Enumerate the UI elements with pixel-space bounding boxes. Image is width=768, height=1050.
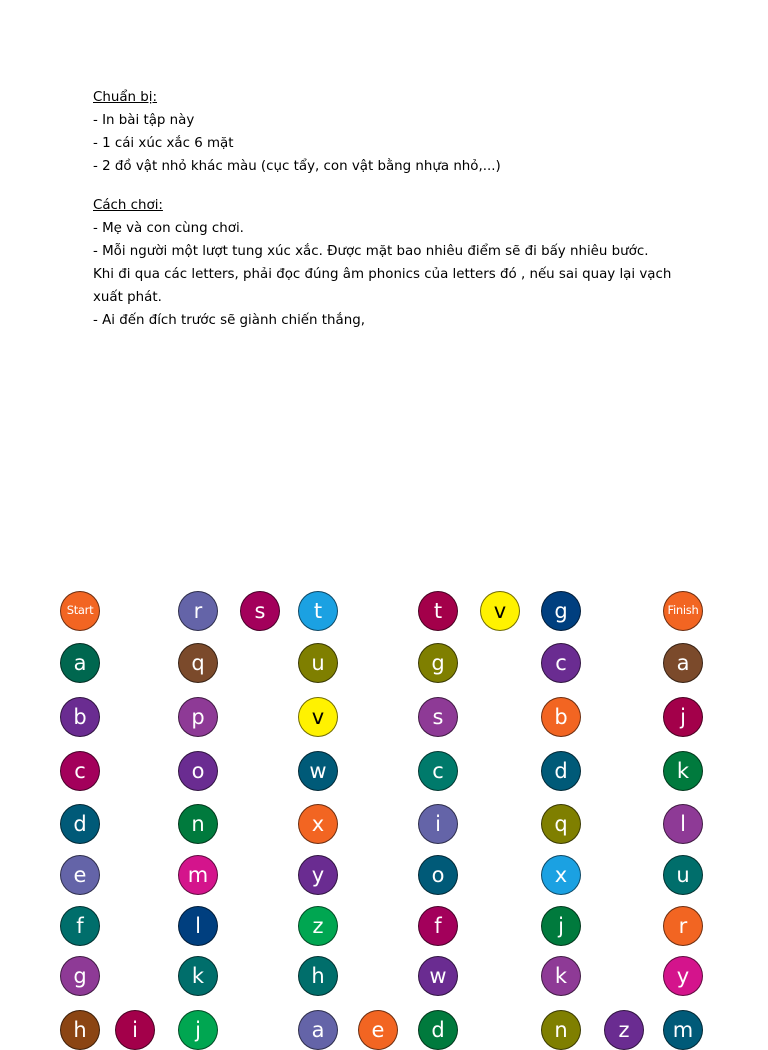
letter-circle-o: o [418,855,458,895]
play-item: xuất phát. [93,290,162,305]
letter-circle-p: p [178,697,218,737]
letter-circle-c: c [60,751,100,791]
letter-circle-i: i [115,1010,155,1050]
letter-circle-e: e [358,1010,398,1050]
letter-circle-k: k [541,956,581,996]
play-item: - Mỗi người một lượt tung xúc xắc. Được mặt bao nhiêu điểm sẽ đi bấy nhiêu bước. [93,244,649,259]
play-item: - Ai đến đích trước sẽ giành chiến thắng, [93,313,365,328]
letter-circle-o: o [178,751,218,791]
prep-heading: Chuẩn bị: [93,90,158,105]
letter-circle-c: c [418,751,458,791]
letter-circle-w: w [418,956,458,996]
letter-circle-y: y [298,855,338,895]
prep-item: - 1 cái xúc xắc 6 mặt [93,136,234,151]
letter-circle-a: a [298,1010,338,1050]
play-item: Khi đi qua các letters, phải đọc đúng âm phonics của letters đó , nếu sai quay lại vạch [93,267,672,282]
letter-circle-y: y [663,956,703,996]
letter-circle-k: k [178,956,218,996]
letter-circle-d: d [60,804,100,844]
letter-circle-x: x [298,804,338,844]
letter-circle-r: r [178,591,218,631]
letter-circle-w: w [298,751,338,791]
letter-circle-s: s [418,697,458,737]
letter-circle-g: g [60,956,100,996]
letter-circle-i: i [418,804,458,844]
prep-item: - In bài tập này [93,113,195,128]
letter-circle-k: k [663,751,703,791]
letter-circle-d: d [418,1010,458,1050]
letter-circle-m: m [663,1010,703,1050]
letter-circle-j: j [541,906,581,946]
letter-circle-a: a [663,643,703,683]
letter-circle-b: b [541,697,581,737]
letter-circle-v: v [480,591,520,631]
letter-circle-l: l [663,804,703,844]
start-circle: Start [60,591,100,631]
letter-circle-d: d [541,751,581,791]
letter-circle-x: x [541,855,581,895]
letter-circle-z: z [604,1010,644,1050]
play-item: - Mẹ và con cùng chơi. [93,221,244,236]
letter-circle-a: a [60,643,100,683]
letter-circle-s: s [240,591,280,631]
letter-circle-v: v [298,697,338,737]
letter-circle-l: l [178,906,218,946]
finish-circle: Finish [663,591,703,631]
letter-circle-g: g [541,591,581,631]
prep-item: - 2 đồ vật nhỏ khác màu (cục tẩy, con vật bằng nhựa nhỏ,...) [93,159,501,174]
letter-circle-f: f [60,906,100,946]
letter-circle-j: j [663,697,703,737]
letter-circle-c: c [541,643,581,683]
letter-circle-z: z [298,906,338,946]
letter-circle-h: h [298,956,338,996]
letter-circle-g: g [418,643,458,683]
letter-circle-b: b [60,697,100,737]
letter-circle-r: r [663,906,703,946]
letter-circle-q: q [178,643,218,683]
letter-circle-e: e [60,855,100,895]
letter-circle-q: q [541,804,581,844]
letter-circle-j: j [178,1010,218,1050]
letter-circle-u: u [663,855,703,895]
letter-circle-t: t [418,591,458,631]
letter-circle-n: n [178,804,218,844]
letter-circle-t: t [298,591,338,631]
letter-circle-f: f [418,906,458,946]
letter-circle-n: n [541,1010,581,1050]
letter-circle-u: u [298,643,338,683]
letter-circle-h: h [60,1010,100,1050]
letter-circle-m: m [178,855,218,895]
play-heading: Cách chơi: [93,198,163,213]
